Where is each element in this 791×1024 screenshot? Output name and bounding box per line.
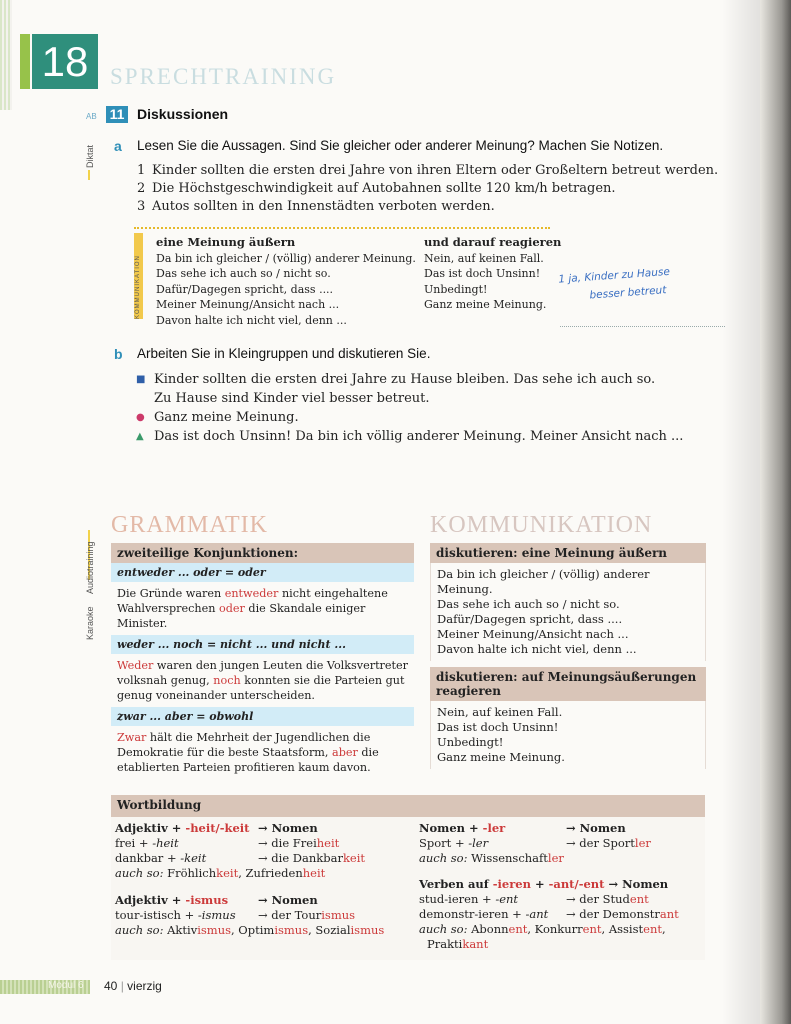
- also-row: auch so: Abonnent, Konkurrent, Assistent,: [419, 922, 666, 936]
- dialogue-list: [130, 370, 683, 446]
- example-result: → der Student: [566, 892, 649, 906]
- example-result: → der Tourismus: [258, 908, 356, 922]
- statement-list: [137, 162, 718, 216]
- phrase-column-reaction: und darauf reagieren Nein, auf keinen Fall. Das ist doch Unsinn! Unbedingt! Ganz meine Meinung.: [424, 235, 562, 311]
- page-number: 40 | vierzig: [104, 979, 162, 993]
- example-row: demonstr-ieren + -ant: [419, 907, 549, 921]
- ab-label: AB: [86, 112, 97, 121]
- word-formation-heading: Wortbildung: [111, 795, 705, 817]
- book-spine: [760, 0, 791, 1024]
- handwritten-note: 1 ja, Kinder zu Hause besser betreut: [557, 265, 671, 302]
- grammar-rule: entweder ... oder = oder: [111, 563, 414, 582]
- task-b-letter: b: [114, 346, 123, 362]
- rule-row: Adjektiv + -heit/-keit: [115, 821, 250, 835]
- rule-row: Nomen + -ler: [419, 821, 506, 835]
- chapter-number: 18: [32, 34, 98, 89]
- example-result: → die Freiheit: [258, 836, 340, 850]
- list-item: 2 Die Höchstgeschwindigkeit auf Autobahnen sollte 120 km/h betragen.: [137, 181, 616, 196]
- kommunikation-title: KOMMUNIKATION: [430, 512, 653, 538]
- list-item: ▲ Das ist doch Unsinn! Da bin ich völlig anderer Meinung. Meiner Ansicht nach ...: [136, 429, 684, 444]
- list-item: ■ Kinder sollten die ersten drei Jahre zu Hause bleiben. Das sehe ich auch so.: [136, 372, 656, 387]
- example-row: frei + -heit: [115, 836, 179, 850]
- example-result: → der Sportler: [566, 836, 651, 850]
- side-rule: [88, 170, 90, 180]
- rule-result: → Nomen: [258, 821, 318, 835]
- grammar-rule: zwar ... aber = obwohl: [111, 707, 414, 726]
- grammar-box: [111, 543, 414, 779]
- example-row: dankbar + -keit: [115, 851, 207, 865]
- diktat-label: Diktat: [85, 144, 95, 168]
- also-row-continued: Praktikant: [427, 937, 489, 951]
- rule-row: Verben auf -ieren + -ant/-ent → Nomen: [419, 877, 669, 891]
- audiotraining-label: Audiotraining: [85, 541, 95, 594]
- list-item: 3 Autos sollten in den Innenstädten verboten werden.: [137, 199, 495, 214]
- footer-modul: Modul 6: [48, 980, 84, 991]
- grammar-rule: weder ... noch = nicht ... und nicht ...: [111, 635, 414, 654]
- rule-result: → Nomen: [566, 821, 626, 835]
- also-row: auch so: Fröhlichkeit, Zufriedenheit: [115, 866, 326, 880]
- spine-shadow: [722, 0, 760, 1024]
- list-item: 1 Kinder sollten die ersten drei Jahre von ihren Eltern oder Großeltern betreut werden.: [137, 163, 719, 178]
- list-item: Zu Hause sind Kinder viel besser betreut.: [154, 391, 430, 406]
- exercise-number: 11: [106, 106, 128, 123]
- grammar-heading: zweiteilige Konjunktionen:: [111, 543, 414, 563]
- grammatik-title: GRAMMATIK: [111, 512, 269, 538]
- communication-heading: diskutieren: auf Meinungsäußerungen reagieren: [430, 667, 706, 701]
- chapter-accent-bar: [20, 34, 30, 89]
- karaoke-label: Karaoke: [85, 606, 95, 640]
- phrase-column-opinion: eine Meinung äußern Da bin ich gleicher / (völlig) anderer Meinung. Das sehe ich auch so / nicht so. Dafür/Dagegen spricht, dass .... Meiner Meinung/Ansicht nach ... Davon halte ich nicht viel, denn ...: [156, 235, 416, 327]
- example-row: stud-ieren + -ent: [419, 892, 519, 906]
- grammar-example: Zwar hält die Mehrheit der Jugendlichen die Demokratie für die beste Staatsform, aber die etablierten Parteien profitieren kaum davon.: [117, 731, 379, 774]
- example-row: Sport + -ler: [419, 836, 489, 850]
- example-row: tour-istisch + -ismus: [115, 908, 236, 922]
- section-title: SPRECHTRAINING: [110, 64, 337, 89]
- list-item: ● Ganz meine Meinung.: [136, 410, 299, 425]
- exercise-title: Diskussionen: [137, 106, 229, 122]
- example-result: → der Demonstrant: [566, 907, 679, 921]
- communication-box: [430, 543, 706, 769]
- task-a-letter: a: [114, 138, 122, 154]
- grammar-example: Weder waren den jungen Leuten die Volksvertreter volksnah genug, noch konnten sie die Parteien gut genug voneinander unterscheiden.: [117, 659, 408, 702]
- word-formation-box: [111, 795, 705, 960]
- page-edge-decoration: [0, 0, 12, 110]
- task-b-instruction: Arbeiten Sie in Kleingruppen und diskutieren Sie.: [137, 346, 431, 361]
- also-row: auch so: Wissenschaftler: [419, 851, 564, 865]
- communication-list: Nein, auf keinen Fall. Das ist doch Unsinn! Unbedingt! Ganz meine Meinung.: [430, 701, 706, 769]
- communication-list: Da bin ich gleicher / (völlig) anderer Meinung. Das sehe ich auch so / nicht so. Dafür/Dagegen spricht, dass .... Meiner Meinung/Ansicht nach ... Davon halte ich nicht viel, denn ...: [430, 563, 706, 661]
- phrase-box: [134, 227, 562, 327]
- task-a-instruction: Lesen Sie die Aussagen. Sind Sie gleicher oder anderer Meinung? Machen Sie Notizen.: [137, 138, 664, 153]
- rule-row: Adjektiv + -ismus: [115, 893, 229, 907]
- rule-result: → Nomen: [258, 893, 318, 907]
- phrase-box-label: KOMMUNIKATION: [135, 255, 141, 319]
- communication-heading: diskutieren: eine Meinung äußern: [430, 543, 706, 563]
- example-result: → die Dankbarkeit: [258, 851, 366, 865]
- also-row: auch so: Aktivismus, Optimismus, Sozialismus: [115, 923, 385, 937]
- grammar-example: Die Gründe waren entweder nicht eingehaltene Wahlversprechen oder die Skandale einiger Minister.: [117, 587, 388, 630]
- note-line: [560, 326, 725, 327]
